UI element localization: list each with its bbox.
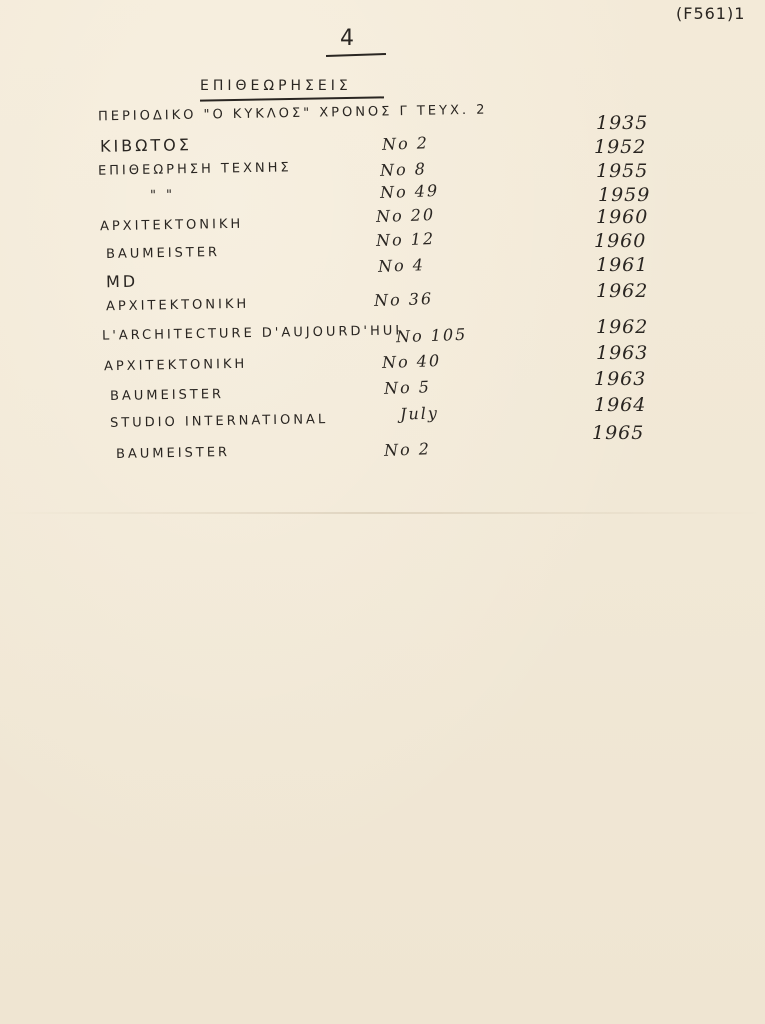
entry-title: BAUMEISTER [105,245,221,262]
entry-title: BAUMEISTER [109,387,225,404]
entry-number: Νο 2 [381,133,430,154]
entry-number: Νο 36 [373,288,434,311]
entry-year: 1952 [594,136,647,158]
entry-year: 1960 [596,206,649,228]
entry-year: 1963 [596,342,649,364]
paper-fold-line [0,512,765,514]
page-number-underline [326,53,386,57]
entry-number: July [399,403,440,424]
page-number: 4 [340,26,356,51]
entry-year: 1963 [594,368,647,390]
entry-year: 1955 [596,160,649,182]
entry-year: 1962 [596,280,649,302]
entry-number: Νο 5 [383,377,432,398]
entry-number: Νο 2 [383,439,432,460]
entry-year: 1935 [596,112,649,134]
entry-title: ΑΡΧΙΤΕΚΤΟΝΙΚΗ [99,216,244,235]
entry-number: Νο 40 [381,350,442,373]
entry-title: ΠΕΡΙΟΔΙΚΟ "Ο ΚΥΚΛΟΣ" ΧΡΟΝΟΣ Γ ΤΕΥΧ. 2 [97,102,488,125]
entry-number: Νο 49 [379,180,440,203]
entry-title: ΚΙΒΩΤΟΣ [99,135,193,156]
entry-number: Νο 8 [379,159,428,180]
entry-year: 1962 [596,316,649,338]
entry-number: Νο 12 [375,228,436,251]
entry-year: 1965 [592,422,645,444]
entry-title: STUDIO INTERNATIONAL [109,412,329,431]
entry-year: 1960 [594,230,647,252]
entry-number: Νο 105 [395,324,468,347]
entry-title: ΕΠΙΘΕΩΡΗΣΗ ΤΕΧΝΗΣ [97,160,292,179]
entry-year: 1959 [598,184,651,206]
entry-title: ΑΡΧΙΤΕΚΤΟΝΙΚΗ [103,356,248,375]
entry-title: MD [105,271,139,292]
entry-title: ΑΡΧΙΤΕΚΤΟΝΙΚΗ [105,296,250,315]
entry-title: L'ARCHITECTURE D'AUJOURD'HUI [101,323,403,344]
entry-year: 1961 [596,254,649,276]
entry-number: Νο 20 [375,204,436,227]
list-heading: ΕΠΙΘΕΩΡΗΣΕΙΣ [200,78,352,94]
entry-title: BAUMEISTER [115,445,231,462]
entry-title: " " [149,187,176,204]
archive-reference: (F561)1 [676,4,746,23]
heading-underline [200,96,384,101]
entry-number: Νο 4 [377,255,426,276]
entry-year: 1964 [594,394,647,416]
